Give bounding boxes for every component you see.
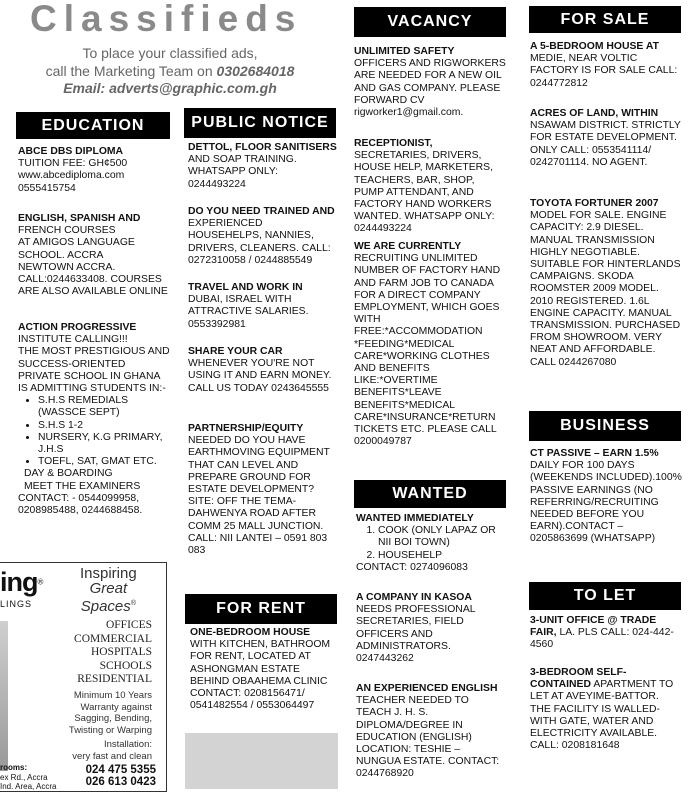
ad-body: EXPERIENCED HOUSEHELPS, NANNIES, DRIVERS, CLEANERS. CALL: 0272310058 / 0244885549 bbox=[188, 218, 331, 266]
masthead-line1: To place your classified ads, bbox=[82, 45, 258, 61]
warranty-line: Twisting or Warping bbox=[68, 724, 152, 736]
masthead-email: Email: adverts@graphic.com.gh bbox=[63, 80, 277, 96]
ad-title: PARTNERSHIP/EQUITY bbox=[188, 423, 304, 434]
tagline-line bbox=[80, 596, 137, 614]
building-photo bbox=[0, 621, 8, 771]
ad-line: AT AMIGOS LANGUAGE bbox=[18, 237, 135, 249]
list-item: • S.H.S REMEDIALS (WASSCE SEPT) bbox=[38, 395, 178, 419]
phone-number: 026 613 0423 bbox=[85, 776, 156, 788]
masthead-line2-text: call the Marketing Team on bbox=[45, 63, 217, 79]
to-let-ad-1 bbox=[530, 615, 682, 652]
ad-title: ACTION PROGRESSIVE bbox=[18, 322, 137, 333]
ad-body: WITH KITCHEN, BATHROOM FOR RENT, LOCATED AT ASHONGMAN ESTATE BEHIND OBAAHEMA CLINIC CONTACT: 0208156471/ 0541482554 / 0553064497 bbox=[190, 639, 331, 712]
install-line: very fast and clean bbox=[72, 750, 152, 762]
ad-line: ARE ALSO AVAILABLE ONLINE bbox=[18, 286, 168, 298]
ad-title: A 5-BEDROOM HOUSE AT bbox=[530, 41, 659, 52]
for-rent-ad-1 bbox=[190, 627, 338, 712]
business-header: BUSINESS bbox=[529, 411, 681, 441]
ad-email: rigworker1@gmail.com. bbox=[354, 107, 464, 119]
brand-sub: LINGS bbox=[0, 599, 33, 609]
public-notice-header: PUBLIC NOTICE bbox=[184, 108, 336, 138]
ad-line: 0555415754 bbox=[18, 182, 76, 194]
ad-title: WANTED IMMEDIATELY bbox=[356, 513, 474, 524]
ad-title: UNLIMITED SAFETY bbox=[354, 46, 455, 57]
masthead bbox=[0, 0, 345, 100]
vacancy-header: VACANCY bbox=[354, 7, 506, 37]
ad-title: DETTOL, FLOOR SANITISERS bbox=[188, 142, 337, 153]
ad-contact: CONTACT: 0274096083 bbox=[356, 561, 468, 573]
ad-title: RECEPTIONIST, bbox=[354, 138, 433, 149]
use-item: RESIDENTIAL bbox=[77, 673, 152, 685]
public-notice-ad-5 bbox=[188, 423, 338, 557]
ad-line: NEWTOWN ACCRA. bbox=[18, 261, 116, 273]
phone-number: 024 475 5355 bbox=[85, 764, 156, 776]
registered-icon: ® bbox=[37, 577, 44, 587]
tagline-line: Inspiring bbox=[80, 565, 137, 582]
ad-title: CT PASSIVE – EARN 1.5% bbox=[530, 448, 659, 459]
registered-icon: ® bbox=[130, 600, 136, 607]
ad-body: APARTMENT TO LET AT AVEYIME-BATTOR. THE FACILITY IS WALLED-WITH GATE, WATER AND ELECTRICITY AVAILABLE. CALL: 0208181648 bbox=[530, 679, 674, 752]
for-rent-header: FOR RENT bbox=[185, 594, 337, 624]
public-notice-ad-1 bbox=[188, 142, 338, 191]
ad-body: WHENEVER YOU'RE NOT USING IT AND EARN MONEY. CALL US TODAY 0243645555 bbox=[188, 358, 332, 394]
education-ad-1 bbox=[18, 146, 178, 195]
ad-title: AN EXPERIENCED ENGLISH bbox=[356, 683, 498, 694]
list-item: 2. HOUSEHELP bbox=[378, 550, 506, 562]
ad-line: 0208985488, 0244688458. bbox=[18, 505, 143, 517]
ad-body: DAILY FOR 100 DAYS (WEEKENDS INCLUDED).100% PASSIVE EARNINGS (NO REFERRING/RECRUITING NEEDED BEFORE YOU EARN).CONTACT – 0205863699 (WHATSAPP) bbox=[530, 460, 682, 545]
ad-title: WE ARE CURRENTLY bbox=[354, 241, 462, 252]
ad-numbered-list bbox=[356, 525, 506, 562]
ad-body: NEEDED DO YOU HAVE EARTHMOVING EQUIPMENT THAT CAN LEVEL AND PREPARE GROUND FOR ESTATE DEVELOPMENT? SITE: OFF THE TEMA-DAHWENYA ROAD AFTER COMM 25 MALL JUNCTION. CALL: NII LANTEI – 0591 803 083 bbox=[188, 435, 330, 557]
ad-line: TUITION FEE: GH¢500 bbox=[18, 158, 128, 170]
ad-body: NSAWAM DISTRICT. STRICTLY FOR ESTATE DEVELOPMENT. ONLY CALL: 0553541114/ 0242701114. NO AGENT. bbox=[530, 120, 681, 168]
ad-line: CALL:0244633408. COURSES bbox=[18, 274, 162, 286]
ad-line: DAY & BOARDING bbox=[24, 468, 113, 480]
install-line: Installation: bbox=[103, 739, 152, 750]
vacancy-ad-1 bbox=[354, 46, 506, 119]
ad-title: DO YOU NEED TRAINED AND bbox=[188, 206, 335, 217]
uses-list bbox=[74, 619, 152, 687]
public-notice-ad-3 bbox=[188, 282, 338, 331]
ad-line: PRIVATE SCHOOL IN GHANA bbox=[18, 370, 161, 382]
ad-line: INSTITUTE CALLING!!! bbox=[18, 334, 128, 346]
showroom-phones bbox=[86, 764, 156, 788]
warranty-line: Minimum 10 Years bbox=[73, 690, 152, 701]
ad-body: OFFICERS AND RIGWORKERS ARE NEEDED FOR A NEW OIL AND GAS COMPANY. PLEASE FORWARD CV bbox=[354, 58, 506, 106]
ad-body: MODEL FOR SALE. ENGINE CAPACITY: 2.9 DIESEL. MANUAL TRANSMISSION HIGHLY NEGOTIABLE. SUITABLE FOR HINTERLANDS CAMPAIGNS. SKODA ROOMSTER 2009 MODEL. 2010 REGISTERED. 1.6L ENGINE CAPACITY. MANUAL TRANSMISSION. PURCHASED FROM SHOWROOM. VERY NEAT AND AFFORDABLE. CALL 0244267080 bbox=[530, 210, 681, 368]
list-item: 1. COOK (ONLY LAPAZ OR NII BOI TOWN) bbox=[378, 525, 506, 549]
ad-line: IS ADMITTING STUDENTS IN:- bbox=[18, 383, 166, 395]
showroom-loc: ex Rd., Accra bbox=[0, 772, 48, 782]
ad-title: ENGLISH, SPANISH AND bbox=[18, 213, 141, 224]
brand-logo bbox=[0, 567, 43, 598]
warranty-text bbox=[69, 690, 152, 736]
ad-body: AND SOAP TRAINING. WHATSAPP ONLY: 0244493224 bbox=[188, 154, 297, 190]
tagline-text: Spaces bbox=[80, 598, 131, 615]
ad-title: ACRES OF LAND, WITHIN bbox=[530, 108, 659, 119]
wanted-ad-1 bbox=[356, 513, 506, 574]
display-ad-banner bbox=[0, 562, 167, 792]
ad-title: A COMPANY IN KASOA bbox=[356, 592, 472, 603]
ad-line: www.abcediploma.com bbox=[18, 170, 125, 182]
ad-body: SECRETARIES, DRIVERS, HOUSE HELP, MARKETERS, TEACHERS, BAR, SHOP, PUMP ATTENDANT, AND FACTORY HAND WORKERS WANTED. WHATSAPP ONLY: 0244493224 bbox=[354, 150, 495, 235]
ad-line: SCHOOL. ACCRA bbox=[18, 249, 104, 261]
ad-line: THE MOST PRESTIGIOUS AND bbox=[18, 346, 170, 358]
ad-title: TRAVEL AND WORK IN bbox=[188, 282, 303, 293]
wanted-ad-3 bbox=[356, 683, 506, 781]
list-item: • TOEFL, SAT, GMAT ETC. bbox=[38, 456, 178, 468]
list-item: • S.H.S 1-2 bbox=[38, 420, 178, 432]
for-sale-ad-2 bbox=[530, 108, 682, 169]
vacancy-ad-2 bbox=[354, 138, 506, 236]
empty-ad-slot bbox=[185, 733, 338, 789]
install-text bbox=[72, 739, 152, 762]
ad-body: DUBAI, ISRAEL WITH ATTRACTIVE SALARIES. 0553392981 bbox=[188, 294, 309, 330]
showroom-label: rooms: bbox=[0, 763, 28, 772]
warranty-line: Sagging, Bending, bbox=[74, 713, 152, 724]
ad-title: ONE-BEDROOM HOUSE bbox=[190, 627, 311, 638]
business-ad-1 bbox=[530, 448, 682, 546]
ad-title: ABCE DBS DIPLOMA bbox=[18, 146, 124, 157]
masthead-title: Classifieds bbox=[30, 0, 303, 39]
education-ad-2 bbox=[18, 213, 178, 298]
masthead-phone: 0302684018 bbox=[216, 63, 295, 79]
wanted-header: WANTED bbox=[354, 480, 506, 508]
vacancy-ad-3 bbox=[354, 241, 502, 448]
use-item: HOSPITALS bbox=[90, 646, 152, 658]
ad-title: 3-BEDROOM SELF-CONTAINED bbox=[530, 667, 627, 691]
ad-bullet-list bbox=[18, 395, 178, 468]
warranty-line: Warranty against bbox=[80, 701, 152, 713]
to-let-header: TO LET bbox=[529, 582, 681, 610]
ad-body: TEACHER NEEDED TO TEACH J. H. S. DIPLOMA/DEGREE IN EDUCATION (ENGLISH) LOCATION: TESHIE – NUNGUA ESTATE. CONTACT: 0244768920 bbox=[356, 695, 500, 780]
ad-line: SUCCESS-ORIENTED bbox=[18, 358, 126, 370]
ad-line: FRENCH COURSES bbox=[18, 225, 116, 237]
for-sale-ad-3 bbox=[530, 198, 682, 369]
use-item: SCHOOLS bbox=[99, 659, 152, 672]
brand-logo-text: ing bbox=[0, 567, 38, 597]
list-item: • NURSERY, K.G PRIMARY, J.H.S bbox=[38, 432, 178, 456]
ad-body: NEEDS PROFESSIONAL SECRETARIES, FIELD OFFICERS AND ADMINISTRATORS. 0247443262 bbox=[356, 604, 476, 665]
public-notice-ad-4 bbox=[188, 346, 338, 395]
for-sale-header: FOR SALE bbox=[529, 6, 681, 33]
ad-line: CONTACT: - 0544099958, bbox=[18, 492, 140, 504]
ad-body: LA. PLS CALL: 024-442-4560 bbox=[530, 627, 674, 651]
brand-tagline bbox=[80, 566, 137, 614]
ad-title: TOYOTA FORTUNER 2007 bbox=[530, 198, 659, 209]
ad-body: RECRUITING UNLIMITED NUMBER OF FACTORY HAND AND FARM JOB TO CANADA FOR A DIRECT COMPANY EMPLOYMENT, WHICH GOES WITH FREE:*ACCOMMODATION *FEEDING*MEDICAL CARE*WORKING CLOTHES AND BENEFITS LIKE:*OVERTIME BENEFITS*LEAVE BENEFITS*MEDICAL CARE*INSURANCE*RETURN TICKETS ETC. PLEASE CALL 0200049787 bbox=[354, 253, 501, 448]
ad-title: 3-UNIT OFFICE @ TRADE FAIR, bbox=[530, 615, 657, 639]
to-let-ad-2 bbox=[530, 667, 682, 752]
ad-title: SHARE YOUR CAR bbox=[188, 346, 283, 357]
showroom-loc: Ind. Area, Accra bbox=[0, 782, 57, 791]
public-notice-ad-2 bbox=[188, 206, 338, 267]
use-item: OFFICES bbox=[105, 619, 152, 631]
ad-body: MEDIE, NEAR VOLTIC FACTORY IS FOR SALE CALL: 0244772812 bbox=[530, 53, 678, 89]
use-item: COMMERCIAL bbox=[74, 632, 152, 645]
masthead-line2 bbox=[0, 63, 340, 79]
education-header: EDUCATION bbox=[16, 112, 170, 139]
tagline-line: Great bbox=[89, 580, 128, 597]
ad-line: MEET THE EXAMINERS bbox=[24, 480, 141, 492]
for-sale-ad-1 bbox=[530, 41, 682, 90]
wanted-ad-2 bbox=[356, 592, 506, 665]
education-ad-3 bbox=[18, 322, 178, 517]
